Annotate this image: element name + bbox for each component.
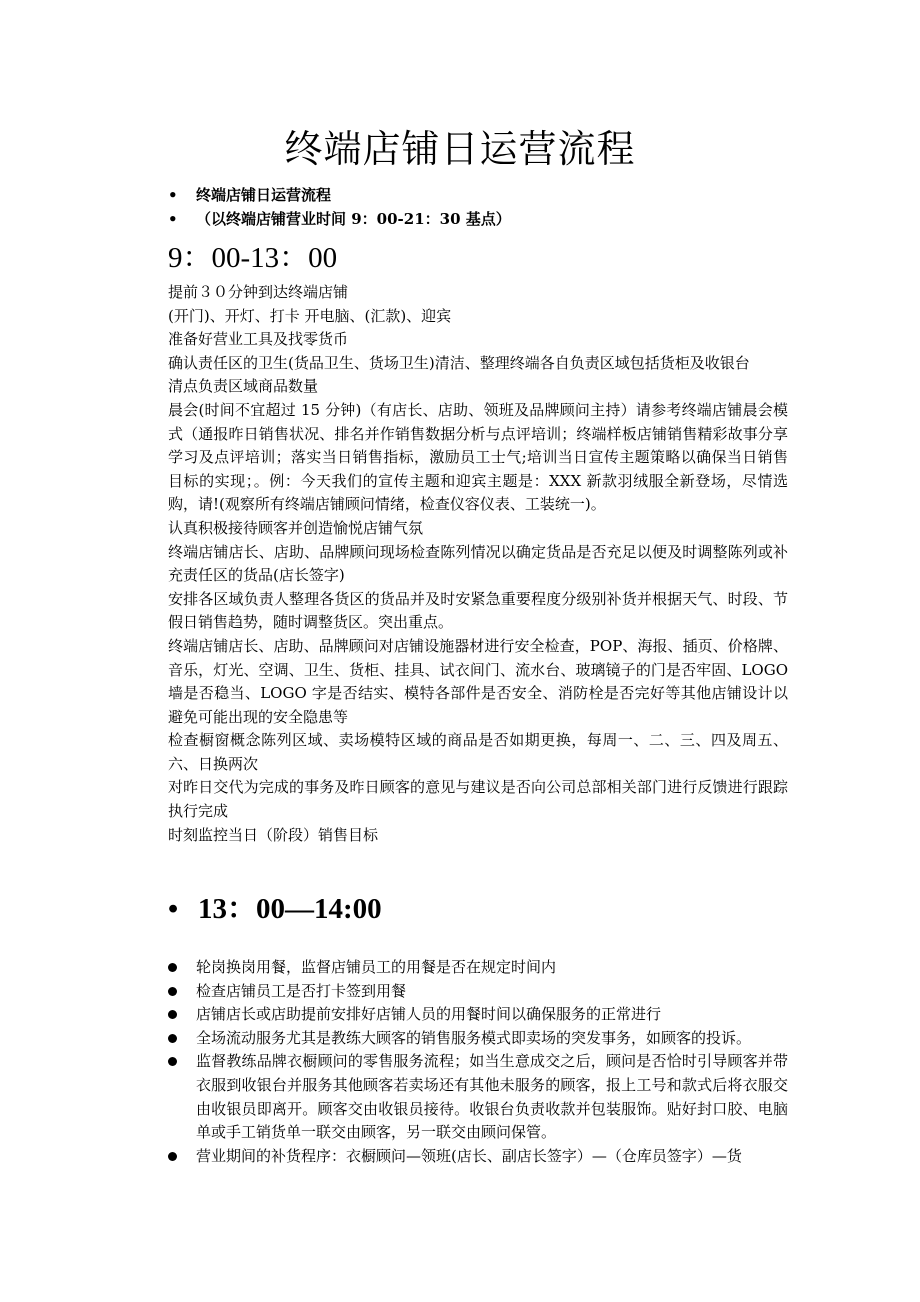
list-item xyxy=(168,1003,788,1027)
list-item xyxy=(168,980,788,1004)
list-item-text: 监督教练品牌衣橱顾问的零售服务流程；如当生意成交之后，顾问是否恰时引导顾客并带衣服到收银台并服务其他顾客若卖场还有其他未服务的顾客，报上工号和款式后将衣服交由收银员即离开。顾客交由收银员接待。收银台负责收款并包装服饰。贴好封口胶、电脑单或手工销货单一联交由顾客，另一联交由顾问保管。 xyxy=(196,1052,788,1142)
paragraph: 时刻监控当日（阶段）销售目标 xyxy=(168,825,379,844)
list-item xyxy=(168,1050,788,1144)
bullet-icon: • xyxy=(168,186,178,204)
list-item xyxy=(168,956,788,980)
list-item-text: 轮岗换岗用餐，监督店铺员工的用餐是否在规定时间内 xyxy=(196,958,557,976)
document-title: 终端店铺日运营流程 xyxy=(284,127,636,171)
section-heading-morning: 9：00-13：00 xyxy=(168,242,338,274)
bullet-dot-icon xyxy=(168,1010,177,1019)
bullet-dot-icon xyxy=(168,1034,177,1043)
paragraph: (开门)、开灯、打卡 开电脑、(汇款)、迎宾 xyxy=(168,306,452,325)
intro-text: （以终端店铺营业时间 9：00-21：30 基点） xyxy=(196,210,511,228)
intro-text: 终端店铺日运营流程 xyxy=(196,186,332,204)
paragraph: 检查橱窗概念陈列区域、卖场模特区域的商品是否如期更换，每周一、二、三、四及周五、六、日换两次 xyxy=(168,731,788,773)
bullet-dot-icon xyxy=(168,1057,177,1066)
list-item xyxy=(168,1027,788,1051)
paragraph: 安排各区域负责人整理各货区的货品并及时安紧急重要程度分级别补货并根据天气、时段、节假日销售趋势，随时调整货区。突出重点。 xyxy=(168,589,788,632)
bullet-dot-icon xyxy=(168,963,177,972)
section-heading-text: 13：00—14:00 xyxy=(198,893,382,925)
bullet-icon: • xyxy=(168,210,178,228)
paragraph: 准备好营业工具及找零货币 xyxy=(168,330,349,349)
paragraph: 对昨日交代为完成的事务及昨日顾客的意见与建议是否向公司总部相关部门进行反馈进行跟踪执行完成 xyxy=(168,778,788,821)
paragraph: 清点负责区域商品数量 xyxy=(168,377,319,396)
paragraph: 终端店铺店长、店助、品牌顾问对店铺设施器材进行安全检查，POP、海报、插页、价格牌、音乐，灯光、空调、卫生、货柜、挂具、试衣间门、流水台、玻璃镜子的门是否牢固、LOGO 墙是否稳当、LOGO 字是否结实、模特各部件是否安全、消防栓是否完好等其他店铺设计以避免可能出现的安全隐患等 xyxy=(168,636,788,726)
paragraph: 确认责任区的卫生(货品卫生、货场卫生)清洁、整理终端各自负责区域包括货柜及收银台 xyxy=(168,353,750,372)
bullet-dot-icon xyxy=(168,1152,177,1161)
bullet-dot-icon xyxy=(168,987,177,996)
section-heading-lunch xyxy=(168,889,382,929)
paragraph: 认真积极接待顾客并创造愉悦店铺气氛 xyxy=(168,518,424,537)
lunch-procedure-list xyxy=(168,956,788,1168)
paragraph: 终端店铺店长、店助、品牌顾问现场检查陈列情况以确定货品是否充足以便及时调整陈列或补充责任区的货品(店长签字) xyxy=(168,542,788,585)
morning-procedure-text xyxy=(168,281,788,847)
paragraph: 提前３０分钟到达终端店铺 xyxy=(168,283,349,301)
list-item xyxy=(168,1145,788,1169)
bullet-icon: • xyxy=(168,893,179,925)
list-item-text: 店铺店长或店助提前安排好店铺人员的用餐时间以确保服务的正常进行 xyxy=(196,1005,662,1024)
paragraph: 晨会(时间不宜超过 15 分钟)（有店长、店助、领班及品牌顾问主持）请参考终端店铺晨会模式（通报昨日销售状况、排名并作销售数据分析与点评培训；终端样板店铺销售精彩故事分享学习及点评培训；落实当日销售指标，激励员工士气;培训当日宣传主题策略以确保当日销售目标的实现；。例：今天我们的宣传主题和迎宾主题是：XXX 新款羽绒服全新登场，尽情选购，请!(观察所有终端店铺顾问情绪，检查仪容仪表、工装统一)。 xyxy=(168,400,788,514)
list-item-text: 全场流动服务尤其是教练大顾客的销售服务模式即卖场的突发事务，如顾客的投诉。 xyxy=(196,1028,752,1047)
list-item-text: 营业期间的补货程序：衣橱顾问—领班(店长、副店长签字）—（仓库员签字）—货 xyxy=(196,1146,742,1165)
list-item-text: 检查店铺员工是否打卡签到用餐 xyxy=(196,981,407,1000)
